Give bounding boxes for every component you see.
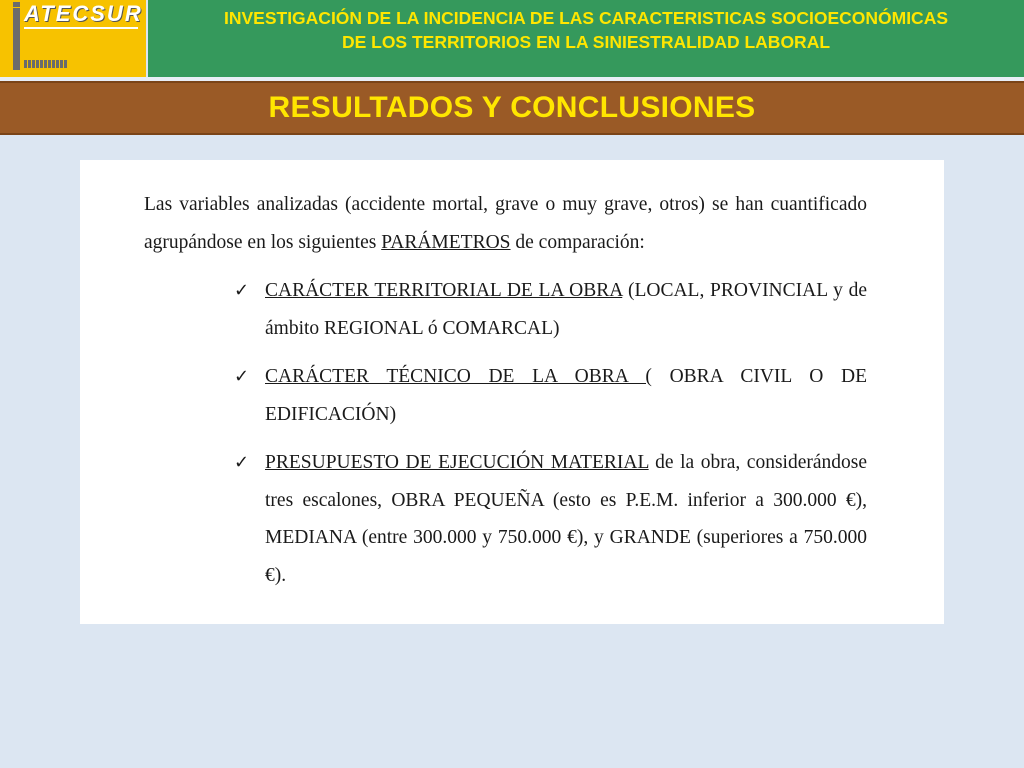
logo-i-bar [13, 8, 20, 70]
section-title: RESULTADOS Y CONCLUSIONES [268, 91, 756, 124]
intro-paragraph [144, 186, 867, 261]
list-item [144, 272, 867, 347]
intro-text: Las variables analizadas (accidente mortal, grave o muy grave, otros) se han cuantificado agrupándose en los siguientes [144, 194, 867, 253]
header-title-line1: INVESTIGACIÓN DE LA INCIDENCIA DE LAS CARACTERISTICAS SOCIOECONÓMICAS [223, 8, 949, 28]
item-underlined: CARÁCTER TERRITORIAL DE LA OBRA [265, 280, 623, 301]
intro-text-end: de comparación: [510, 231, 645, 253]
checkmark-icon: ✓ [234, 452, 250, 473]
header-title [224, 6, 948, 54]
item-text: OBRA CIVIL O DE EDIFICACIÓN) [265, 366, 867, 425]
item-text: de la obra, considerándose tres escalones, OBRA PEQUEÑA (esto es P.E.M. inferior a 300.000 €), MEDIANA (entre 300.000 y 750.000 €), y GRANDE (superiores a 750.000 €). [265, 452, 867, 586]
parameter-list [144, 272, 867, 594]
logo-text: ATECSUR [24, 1, 143, 26]
header-bar [148, 0, 1024, 77]
logo-underline [24, 27, 138, 29]
document-text [144, 186, 867, 594]
checkmark-icon: ✓ [234, 366, 250, 387]
item-underlined: CARÁCTER TÉCNICO DE LA OBRA ( [265, 366, 652, 387]
logo-small-mark [24, 60, 68, 68]
logo-i-dot [13, 2, 20, 7]
document-image [80, 160, 944, 624]
item-text: (LOCAL, PROVINCIAL y de ámbito REGIONAL ó COMARCAL) [265, 280, 867, 339]
list-item [144, 358, 867, 433]
intro-underlined: PARÁMETROS [381, 231, 511, 253]
list-item [144, 444, 867, 594]
item-underlined: PRESUPUESTO DE EJECUCIÓN MATERIAL [265, 452, 649, 473]
section-band [0, 81, 1024, 135]
header-title-line2: DE LOS TERRITORIOS EN LA SINIESTRALIDAD LABORAL [341, 32, 831, 52]
checkmark-icon: ✓ [234, 280, 250, 301]
atecsur-logo [0, 0, 146, 77]
